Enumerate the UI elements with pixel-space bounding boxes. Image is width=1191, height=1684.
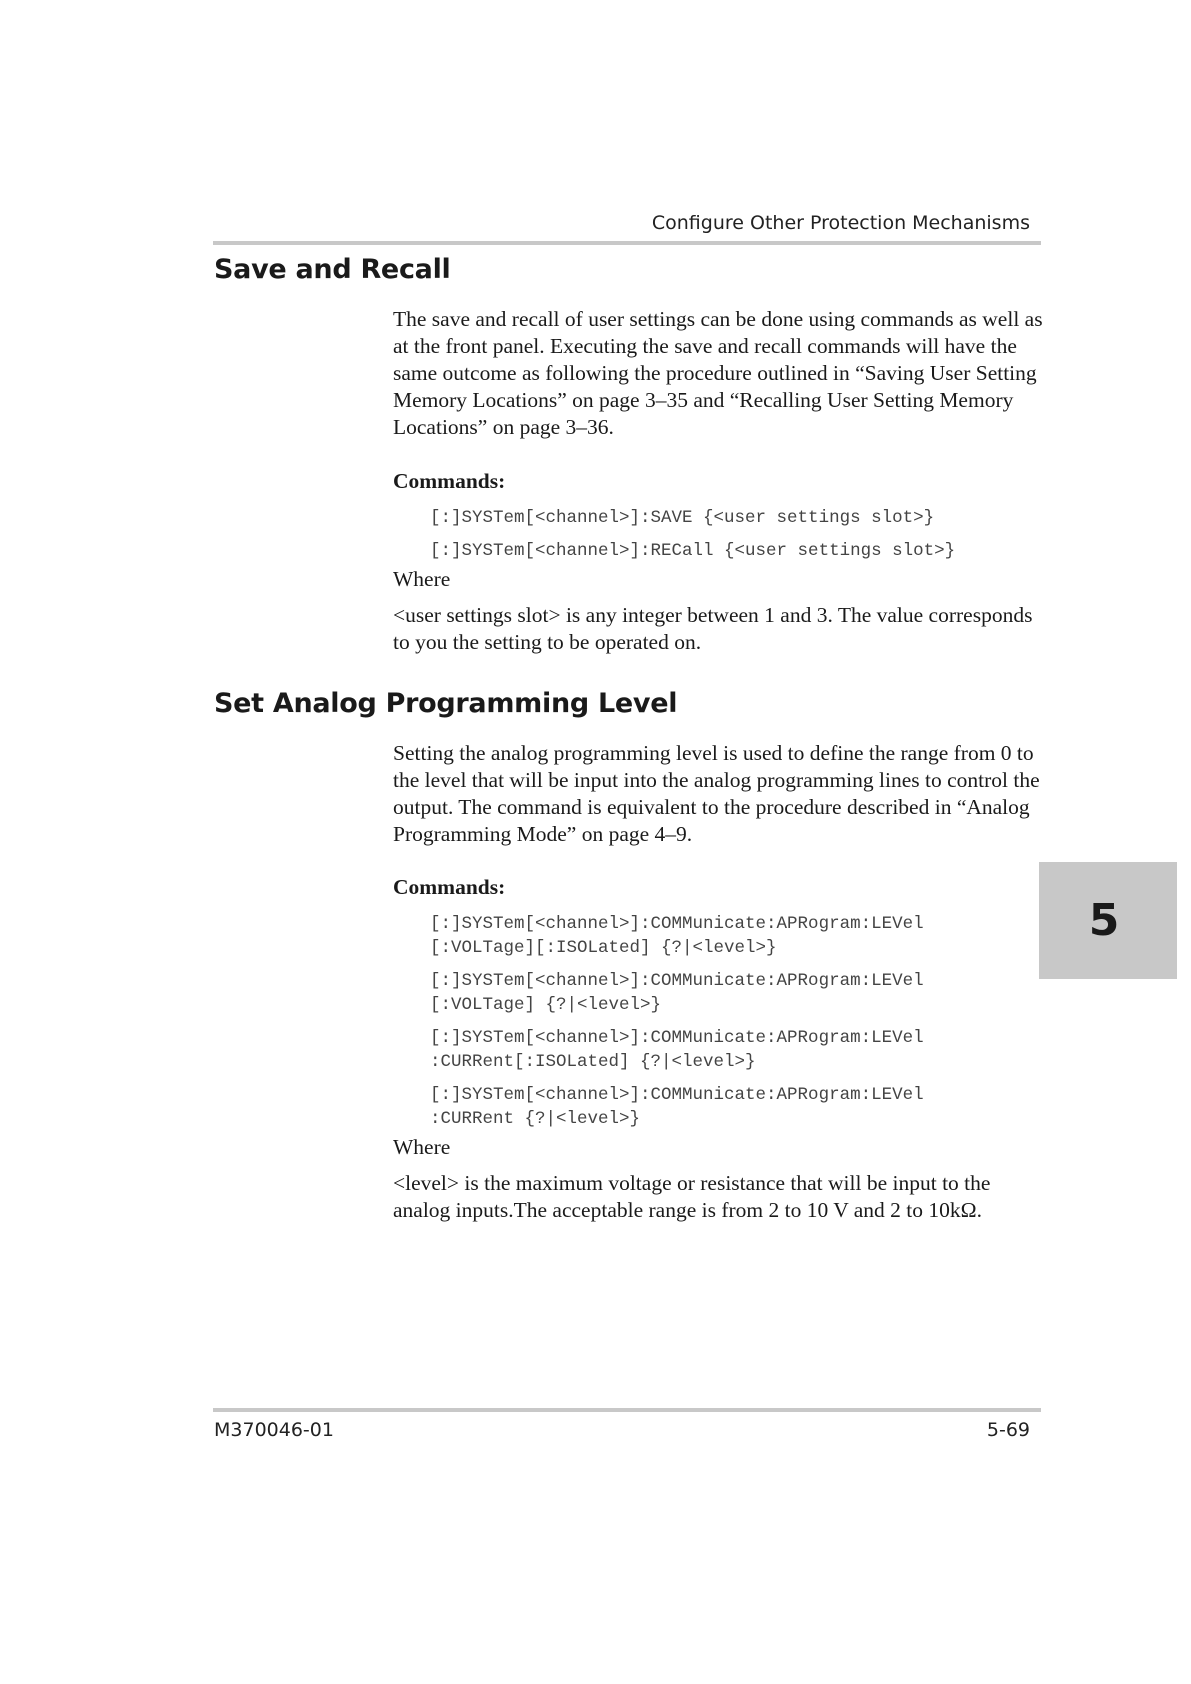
command-save: [:]SYSTem[<channel>]:SAVE {<user settings slot>} [430,508,935,528]
save-recall-body [393,306,1043,441]
where-description: <level> is the maximum voltage or resistance that will be input to the analog inputs.The acceptable range is from 2 to 10 V and 2 to 10kΩ. [393,1171,991,1222]
commands-label: Commands: [393,469,506,493]
document-number: M370046-01 [214,1419,334,1441]
command-current-line2: :CURRent {?|<level>} [430,1109,641,1129]
command-recall: [:]SYSTem[<channel>]:RECall {<user settings slot>} [430,541,956,561]
section-heading-save-recall: Save and Recall [214,254,451,285]
where-label: Where [393,567,451,591]
analog-level-intro: Setting the analog programming level is used to define the range from 0 to the level that will be input into the analog programming lines to control the output. The command is equivalent to the procedure described in “Analog Programming Mode” on page 4–9. [393,741,1040,846]
command-current-isolated-line1: [:]SYSTem[<channel>]:COMMunicate:APRogram:LEVel [430,1028,924,1048]
chapter-tab [1039,862,1177,979]
command-voltage-line1: [:]SYSTem[<channel>]:COMMunicate:APRogram:LEVel [430,971,924,991]
section-heading-analog-level: Set Analog Programming Level [214,688,678,719]
chapter-number: 5 [1088,895,1120,946]
command-voltage-isolated-line1: [:]SYSTem[<channel>]:COMMunicate:APRogram:LEVel [430,914,924,934]
page-number: 5-69 [986,1419,1030,1441]
command-voltage-isolated-line2: [:VOLTage][:ISOLated] {?|<level>} [430,938,777,958]
header-rule [213,241,1041,245]
where-description: <user settings slot> is any integer between 1 and 3. The value corresponds to you the setting to be operated on. [393,603,1033,654]
where-label: Where [393,1135,451,1159]
command-current-isolated-line2: :CURRent[:ISOLated] {?|<level>} [430,1052,756,1072]
analog-level-body [393,740,1043,848]
command-current-line1: [:]SYSTem[<channel>]:COMMunicate:APRogram:LEVel [430,1085,924,1105]
command-voltage-line2: [:VOLTage] {?|<level>} [430,995,662,1015]
analog-level-commands [393,874,1043,1224]
commands-label: Commands: [393,875,506,899]
save-recall-intro: The save and recall of user settings can be done using commands as well as at the front panel. Executing the save and recall commands will have the same outcome as following the procedure outlined in “Saving User Setting Memory Locations” on page 3–35 and “Recalling User Setting Memory Locations” on page 3–36. [393,307,1043,439]
save-recall-commands [393,468,1043,656]
footer-rule [213,1408,1041,1412]
running-header: Configure Other Protection Mechanisms [651,212,1030,234]
